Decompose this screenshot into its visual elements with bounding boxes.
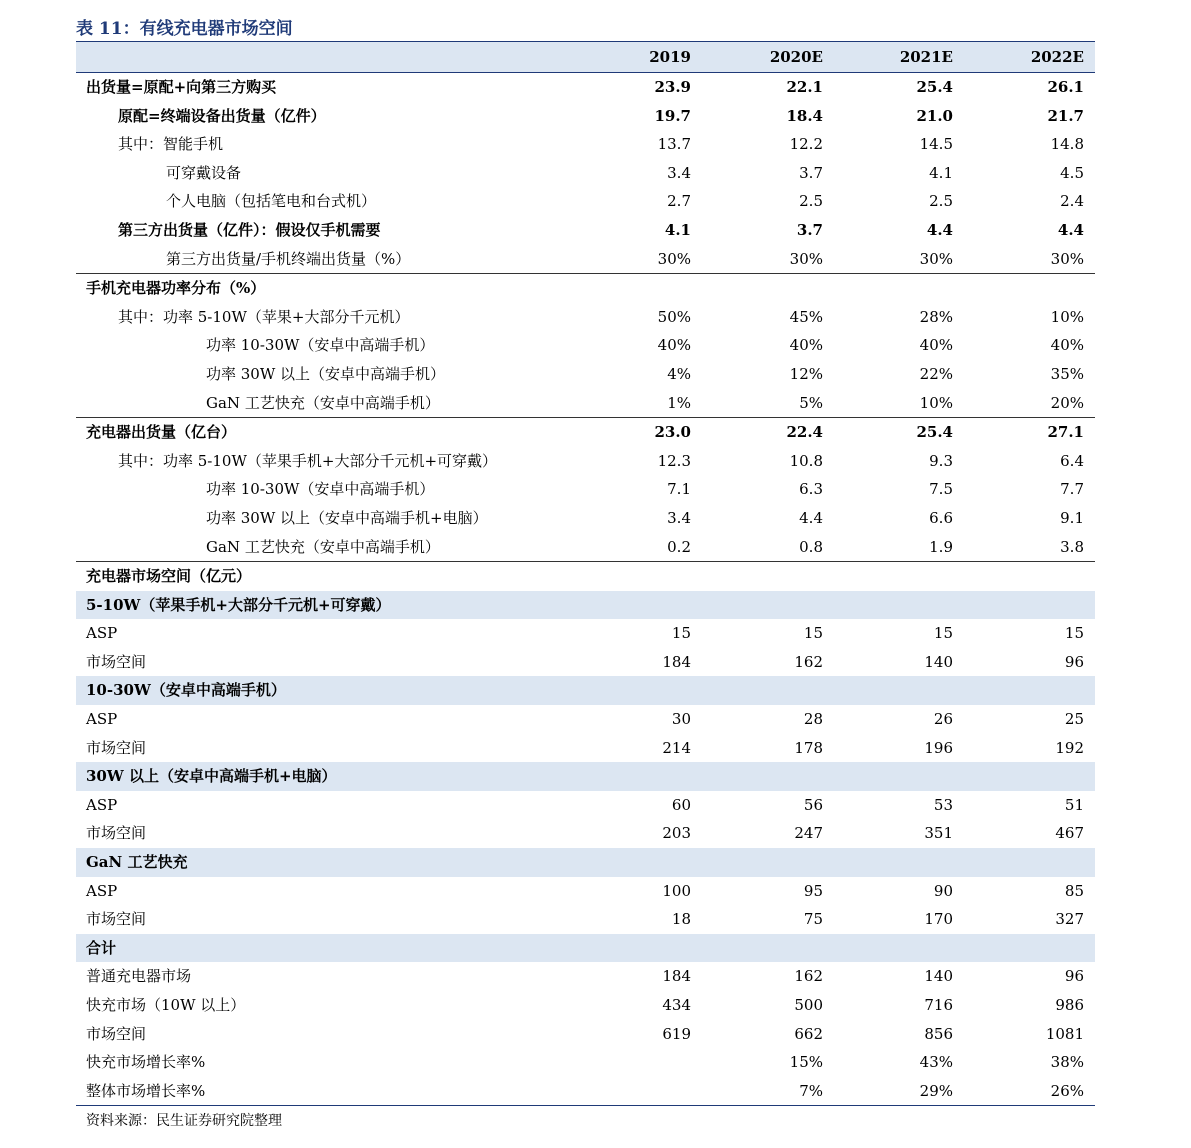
cell-2019: 19.7 [654, 106, 691, 125]
table-row [76, 962, 1095, 991]
table-row [76, 561, 1095, 591]
cell-2020e: 7% [799, 1081, 823, 1100]
cell-2020e: 40% [789, 336, 823, 355]
cell-2020e: 30% [789, 249, 823, 268]
table-row [76, 504, 1095, 533]
cell-2021e: 22% [919, 364, 953, 383]
row-label: 功率 10-30W（安卓中高端手机） [206, 336, 435, 355]
row-label: 市场空间 [86, 910, 147, 929]
cell-2022e: 14.8 [1050, 135, 1084, 154]
cell-2019: 203 [662, 824, 691, 843]
table-row [76, 619, 1095, 648]
row-label: ASP [86, 710, 118, 729]
table-body [76, 73, 1095, 1105]
cell-2022e: 3.8 [1060, 537, 1084, 556]
cell-2019: 30 [671, 710, 691, 729]
cell-2021e: 21.0 [916, 106, 953, 125]
cell-2021e: 716 [924, 996, 953, 1014]
table-row [76, 1048, 1095, 1077]
cell-2019: 7.1 [667, 480, 691, 499]
cell-2020e: 56 [803, 795, 823, 814]
row-label: 其中：智能手机 [118, 135, 224, 154]
cell-2022e: 85 [1064, 881, 1084, 900]
table-row [76, 762, 1095, 791]
cell-2022e: 21.7 [1047, 106, 1084, 125]
cell-2019: 12.3 [657, 451, 691, 470]
cell-2022e: 38% [1050, 1053, 1084, 1072]
cell-2022e: 35% [1050, 364, 1084, 383]
row-label: 快充市场增长率% [86, 1053, 206, 1072]
table-row [76, 273, 1095, 303]
row-label: 市场空间 [86, 652, 147, 671]
cell-2019: 3.4 [667, 163, 691, 182]
table-row [76, 331, 1095, 360]
cell-2022e: 27.1 [1047, 423, 1084, 442]
row-label: 充电器市场空间（亿元） [86, 567, 252, 586]
header-2019: 2019 [649, 48, 691, 66]
row-label: GaN 工艺快充（安卓中高端手机） [206, 537, 440, 556]
cell-2019: 23.0 [654, 423, 691, 442]
cell-2022e: 96 [1064, 967, 1084, 986]
table-row [76, 216, 1095, 245]
row-label: 手机充电器功率分布（%） [86, 279, 266, 298]
table-row [76, 73, 1095, 102]
cell-2021e: 25.4 [916, 78, 953, 96]
table-row [76, 819, 1095, 848]
cell-2020e: 162 [794, 967, 823, 986]
cell-2019: 2.7 [667, 192, 691, 211]
cell-2020e: 6.3 [799, 480, 823, 499]
cell-2021e: 140 [924, 652, 953, 671]
row-label: 功率 30W 以上（安卓中高端手机） [206, 364, 446, 383]
cell-2022e: 7.7 [1060, 480, 1084, 499]
cell-2022e: 51 [1064, 795, 1084, 814]
cell-2020e: 3.7 [796, 220, 823, 239]
cell-2021e: 26 [933, 710, 953, 729]
row-label: ASP [86, 624, 118, 643]
cell-2019: 4.1 [664, 220, 691, 239]
header-2022e: 2022E [1030, 48, 1084, 66]
cell-2019: 619 [662, 1024, 691, 1043]
row-label: 合计 [86, 938, 117, 957]
cell-2022e: 192 [1055, 738, 1084, 757]
cell-2022e: 4.4 [1057, 220, 1084, 239]
cell-2019: 13.7 [657, 135, 691, 154]
cell-2022e: 4.5 [1060, 163, 1084, 182]
cell-2022e: 9.1 [1060, 508, 1084, 527]
cell-2021e: 7.5 [929, 480, 953, 499]
row-label: 市场空间 [86, 824, 147, 843]
table-row [76, 591, 1095, 620]
cell-2021e: 10% [919, 393, 953, 412]
cell-2020e: 10.8 [789, 451, 823, 470]
cell-2021e: 15 [933, 624, 953, 643]
row-label: 个人电脑（包括笔电和台式机） [166, 192, 377, 211]
cell-2022e: 96 [1064, 652, 1084, 671]
cell-2020e: 662 [794, 1024, 823, 1043]
cell-2021e: 4.4 [926, 220, 953, 239]
row-label: 10-30W（安卓中高端手机） [86, 681, 286, 700]
table-row [76, 102, 1095, 131]
table-row [76, 475, 1095, 504]
cell-2020e: 15 [803, 624, 823, 643]
cell-2020e: 75 [803, 910, 823, 929]
table-header [76, 42, 1095, 73]
row-label: 第三方出货量（亿件）：假设仅手机需要 [118, 220, 381, 239]
row-label: 整体市场增长率% [86, 1081, 206, 1100]
cell-2021e: 4.1 [929, 163, 953, 182]
cell-2019: 184 [662, 652, 691, 671]
cell-2021e: 170 [924, 910, 953, 929]
row-label: 原配=终端设备出货量（亿件） [118, 106, 326, 125]
row-label: 可穿戴设备 [166, 163, 242, 182]
table-row [76, 389, 1095, 418]
cell-2020e: 22.1 [786, 78, 823, 96]
cell-2021e: 30% [919, 249, 953, 268]
table-row [76, 417, 1095, 447]
row-label: 第三方出货量/手机终端出货量（%） [166, 249, 411, 268]
table-row [76, 303, 1095, 332]
cell-2020e: 247 [794, 824, 823, 843]
cell-2019: 214 [662, 738, 691, 757]
table-row [76, 905, 1095, 934]
cell-2019: 184 [662, 967, 691, 986]
table-row [76, 533, 1095, 562]
cell-2019: 15 [671, 624, 691, 643]
cell-2021e: 140 [924, 967, 953, 986]
cell-2020e: 0.8 [799, 537, 823, 556]
cell-2019: 1% [667, 393, 691, 412]
cell-2020e: 162 [794, 652, 823, 671]
row-label: 市场空间 [86, 1024, 147, 1043]
cell-2020e: 45% [789, 307, 823, 326]
cell-2019: 40% [657, 336, 691, 355]
table-row [76, 934, 1095, 963]
cell-2021e: 40% [919, 336, 953, 355]
cell-2022e: 986 [1055, 996, 1084, 1014]
table-row [76, 648, 1095, 677]
row-label: 市场空间 [86, 738, 147, 757]
cell-2022e: 1081 [1045, 1024, 1084, 1043]
cell-2022e: 26% [1050, 1081, 1084, 1100]
cell-2020e: 95 [803, 881, 823, 900]
cell-2021e: 196 [924, 738, 953, 757]
table-row [76, 245, 1095, 274]
cell-2021e: 6.6 [929, 508, 953, 527]
cell-2022e: 25 [1064, 710, 1084, 729]
row-label: 5-10W（苹果手机+大部分千元机+可穿戴） [86, 595, 391, 614]
table-row [76, 877, 1095, 906]
cell-2019: 30% [657, 249, 691, 268]
cell-2019: 60 [671, 795, 691, 814]
header-2021e: 2021E [899, 48, 953, 66]
table-row [76, 159, 1095, 188]
table-row [76, 734, 1095, 763]
cell-2019: 23.9 [654, 78, 691, 96]
cell-2022e: 327 [1055, 910, 1084, 929]
row-label: 30W 以上（安卓中高端手机+电脑） [86, 767, 337, 786]
data-table [76, 41, 1095, 1106]
cell-2020e: 500 [794, 996, 823, 1014]
cell-2021e: 25.4 [916, 423, 953, 442]
cell-2022e: 467 [1055, 824, 1084, 843]
row-label: ASP [86, 881, 118, 900]
row-label: GaN 工艺快充（安卓中高端手机） [206, 393, 440, 412]
cell-2019: 50% [657, 307, 691, 326]
cell-2020e: 18.4 [786, 106, 823, 125]
row-label: 功率 30W 以上（安卓中高端手机+电脑） [206, 508, 488, 527]
cell-2022e: 10% [1050, 307, 1084, 326]
cell-2022e: 6.4 [1060, 451, 1084, 470]
cell-2020e: 4.4 [799, 508, 823, 527]
table-row [76, 360, 1095, 389]
cell-2020e: 22.4 [786, 423, 823, 442]
cell-2020e: 178 [794, 738, 823, 757]
table-row [76, 676, 1095, 705]
cell-2019: 4% [667, 364, 691, 383]
cell-2022e: 30% [1050, 249, 1084, 268]
source-note: 资料来源：民生证券研究院整理 [86, 1113, 282, 1129]
cell-2021e: 1.9 [929, 537, 953, 556]
row-label: 快充市场（10W 以上） [86, 996, 246, 1014]
cell-2021e: 14.5 [919, 135, 953, 154]
header-2020e: 2020E [769, 48, 823, 66]
row-label: ASP [86, 795, 118, 814]
cell-2021e: 29% [919, 1081, 953, 1100]
cell-2020e: 2.5 [799, 192, 823, 211]
row-label: 普通充电器市场 [86, 967, 192, 986]
cell-2022e: 40% [1050, 336, 1084, 355]
cell-2020e: 5% [799, 393, 823, 412]
cell-2021e: 43% [919, 1053, 953, 1072]
cell-2021e: 856 [924, 1024, 953, 1043]
cell-2022e: 15 [1064, 624, 1084, 643]
row-label: 出货量=原配+向第三方购买 [86, 78, 277, 96]
cell-2020e: 12% [789, 364, 823, 383]
cell-2021e: 90 [933, 881, 953, 900]
row-label: 功率 10-30W（安卓中高端手机） [206, 480, 435, 499]
table-row [76, 130, 1095, 159]
cell-2019: 100 [662, 881, 691, 900]
cell-2022e: 26.1 [1047, 78, 1084, 96]
cell-2019: 3.4 [667, 508, 691, 527]
table-row [76, 791, 1095, 820]
cell-2019: 434 [662, 996, 691, 1014]
row-label: GaN 工艺快充 [86, 853, 188, 872]
cell-2021e: 9.3 [929, 451, 953, 470]
table-row [76, 1077, 1095, 1106]
cell-2021e: 2.5 [929, 192, 953, 211]
row-label: 充电器出货量（亿台） [86, 423, 237, 442]
cell-2022e: 2.4 [1060, 192, 1084, 211]
cell-2021e: 28% [919, 307, 953, 326]
cell-2019: 18 [671, 910, 691, 929]
cell-2019: 0.2 [667, 537, 691, 556]
table-row [76, 1020, 1095, 1049]
cell-2020e: 15% [789, 1053, 823, 1072]
cell-2020e: 3.7 [799, 163, 823, 182]
row-label: 其中：功率 5-10W（苹果手机+大部分千元机+可穿戴） [118, 451, 498, 470]
table-row [76, 187, 1095, 216]
cell-2021e: 351 [924, 824, 953, 843]
cell-2020e: 12.2 [789, 135, 823, 154]
table-title: 表 11：有线充电器市场空间 [76, 19, 293, 39]
cell-2021e: 53 [933, 795, 953, 814]
cell-2020e: 28 [803, 710, 823, 729]
table-row [76, 991, 1095, 1020]
row-label: 其中：功率 5-10W（苹果+大部分千元机） [118, 307, 410, 326]
table-row [76, 447, 1095, 476]
table-row [76, 848, 1095, 877]
cell-2022e: 20% [1050, 393, 1084, 412]
table-row [76, 705, 1095, 734]
